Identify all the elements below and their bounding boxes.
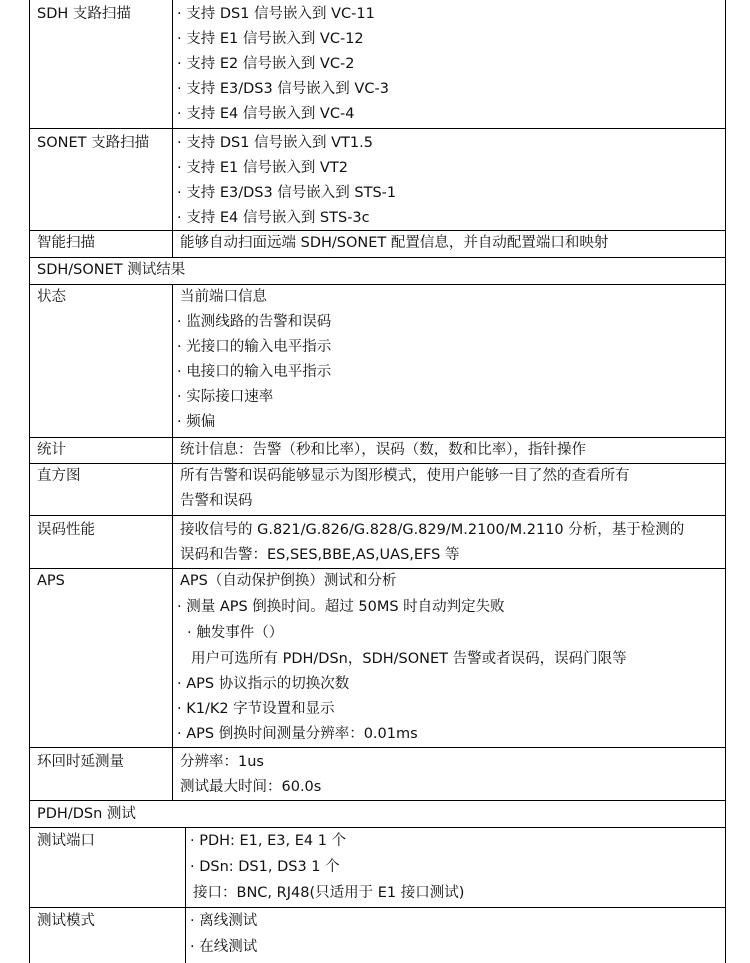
table-row (29, 463, 726, 515)
row-value (186, 908, 725, 963)
row-line: 当前端口信息 (180, 289, 267, 305)
row-line: 接收信号的 G.821/G.826/G.828/G.829/M.2100/M.2110 分析，基于检测的 (180, 522, 685, 538)
row-key-text: 误码性能 (37, 522, 95, 538)
table-row (29, 907, 726, 963)
row-key (30, 129, 173, 230)
row-line: · DSn: DS1, DS3 1 个 (190, 859, 340, 875)
row-value (173, 129, 725, 230)
row-line: 所有告警和误码能够显示为图形模式，使用户能够一目了然的查看所有 (180, 468, 630, 484)
row-line: · 测量 APS 倒换时间。超过 50MS 时自动判定失败 (177, 599, 505, 615)
row-key-text: 状态 (37, 289, 66, 305)
row-key-text: 环回时延测量 (37, 754, 124, 770)
row-line: · 离线测试 (190, 913, 258, 929)
row-key-text: SDH 支路扫描 (37, 6, 131, 22)
row-key (30, 569, 173, 747)
row-line: · 电接口的输入电平指示 (177, 364, 332, 380)
row-value (173, 464, 725, 515)
section-title: PDH/DSn 测试 (37, 806, 136, 822)
row-line: · 触发事件（） (187, 625, 284, 641)
row-value (173, 285, 725, 437)
row-key-text: 直方图 (37, 468, 81, 484)
row-line: · APS 倒换时间测量分辨率：0.01ms (177, 726, 418, 742)
row-key-text: APS (37, 573, 65, 589)
section-header (29, 800, 726, 827)
row-key-text: 智能扫描 (37, 235, 95, 251)
row-value (173, 516, 725, 568)
row-line: 告警和误码 (180, 493, 253, 509)
row-line: · APS 协议指示的切换次数 (177, 676, 350, 692)
row-line: · K1/K2 字节设置和显示 (177, 701, 335, 717)
table-row (29, 128, 726, 230)
row-key (30, 438, 173, 463)
row-key (30, 231, 173, 257)
row-line: 分辨率：1us (180, 754, 264, 770)
row-value (173, 748, 725, 800)
row-line: · 频偏 (177, 414, 216, 430)
table-row (29, 230, 726, 257)
row-line: · 支持 E1 信号嵌入到 VT2 (177, 160, 348, 176)
row-line: · PDH: E1, E3, E4 1 个 (190, 833, 347, 849)
row-line: 统计信息：告警（秒和比率），误码（数，数和比率），指针操作 (180, 442, 586, 458)
row-line: · 在线测试 (190, 939, 258, 955)
row-line: · 实际接口速率 (177, 389, 274, 405)
row-value (173, 438, 725, 463)
section-header (29, 257, 726, 284)
row-line: · 监测线路的告警和误码 (177, 314, 332, 330)
row-line: · 支持 DS1 信号嵌入到 VC-11 (177, 6, 375, 22)
row-key (30, 464, 173, 515)
row-key-text: SONET 支路扫描 (37, 135, 150, 151)
row-line: 误码和告警：ES,SES,BBE,AS,UAS,EFS 等 (180, 547, 460, 563)
row-line: · 支持 E4 信号嵌入到 STS-3c (177, 210, 370, 226)
row-line: 能够自动扫面远端 SDH/SONET 配置信息，并自动配置端口和映射 (180, 235, 609, 251)
row-line: 用户可选所有 PDH/DSn，SDH/SONET 告警或者误码，误码门限等 (191, 651, 627, 667)
row-line: · 支持 E4 信号嵌入到 VC-4 (177, 106, 355, 122)
table-row (29, 437, 726, 463)
table-row (29, 747, 726, 800)
row-value (173, 0, 725, 128)
row-line: 接口：BNC, RJ48(只适用于 E1 接口测试) (193, 885, 465, 901)
row-key-text: 测试模式 (37, 913, 95, 929)
table-row (29, 284, 726, 437)
row-line: APS（自动保护倒换）测试和分析 (180, 573, 397, 589)
table-row (29, 827, 726, 907)
row-key (30, 908, 186, 963)
row-line: · 光接口的输入电平指示 (177, 339, 332, 355)
row-key (30, 516, 173, 568)
table-row (29, 0, 726, 128)
table-row (29, 515, 726, 568)
row-key (30, 285, 173, 437)
row-key (30, 828, 186, 907)
row-line: · 支持 E3/DS3 信号嵌入到 VC-3 (177, 81, 389, 97)
row-line: · 支持 E1 信号嵌入到 VC-12 (177, 31, 364, 47)
row-value (173, 231, 725, 257)
row-key-text: 统计 (37, 442, 66, 458)
row-line: 测试最大时间：60.0s (180, 779, 322, 795)
row-value (186, 828, 725, 907)
row-line: · 支持 DS1 信号嵌入到 VT1.5 (177, 135, 373, 151)
section-title: SDH/SONET 测试结果 (37, 262, 186, 278)
row-key-text: 测试端口 (37, 833, 95, 849)
row-line: · 支持 E3/DS3 信号嵌入到 STS-1 (177, 185, 397, 201)
row-line: · 支持 E2 信号嵌入到 VC-2 (177, 56, 355, 72)
row-key (30, 0, 173, 128)
table-row (29, 568, 726, 747)
row-value (173, 569, 725, 747)
row-key (30, 748, 173, 800)
